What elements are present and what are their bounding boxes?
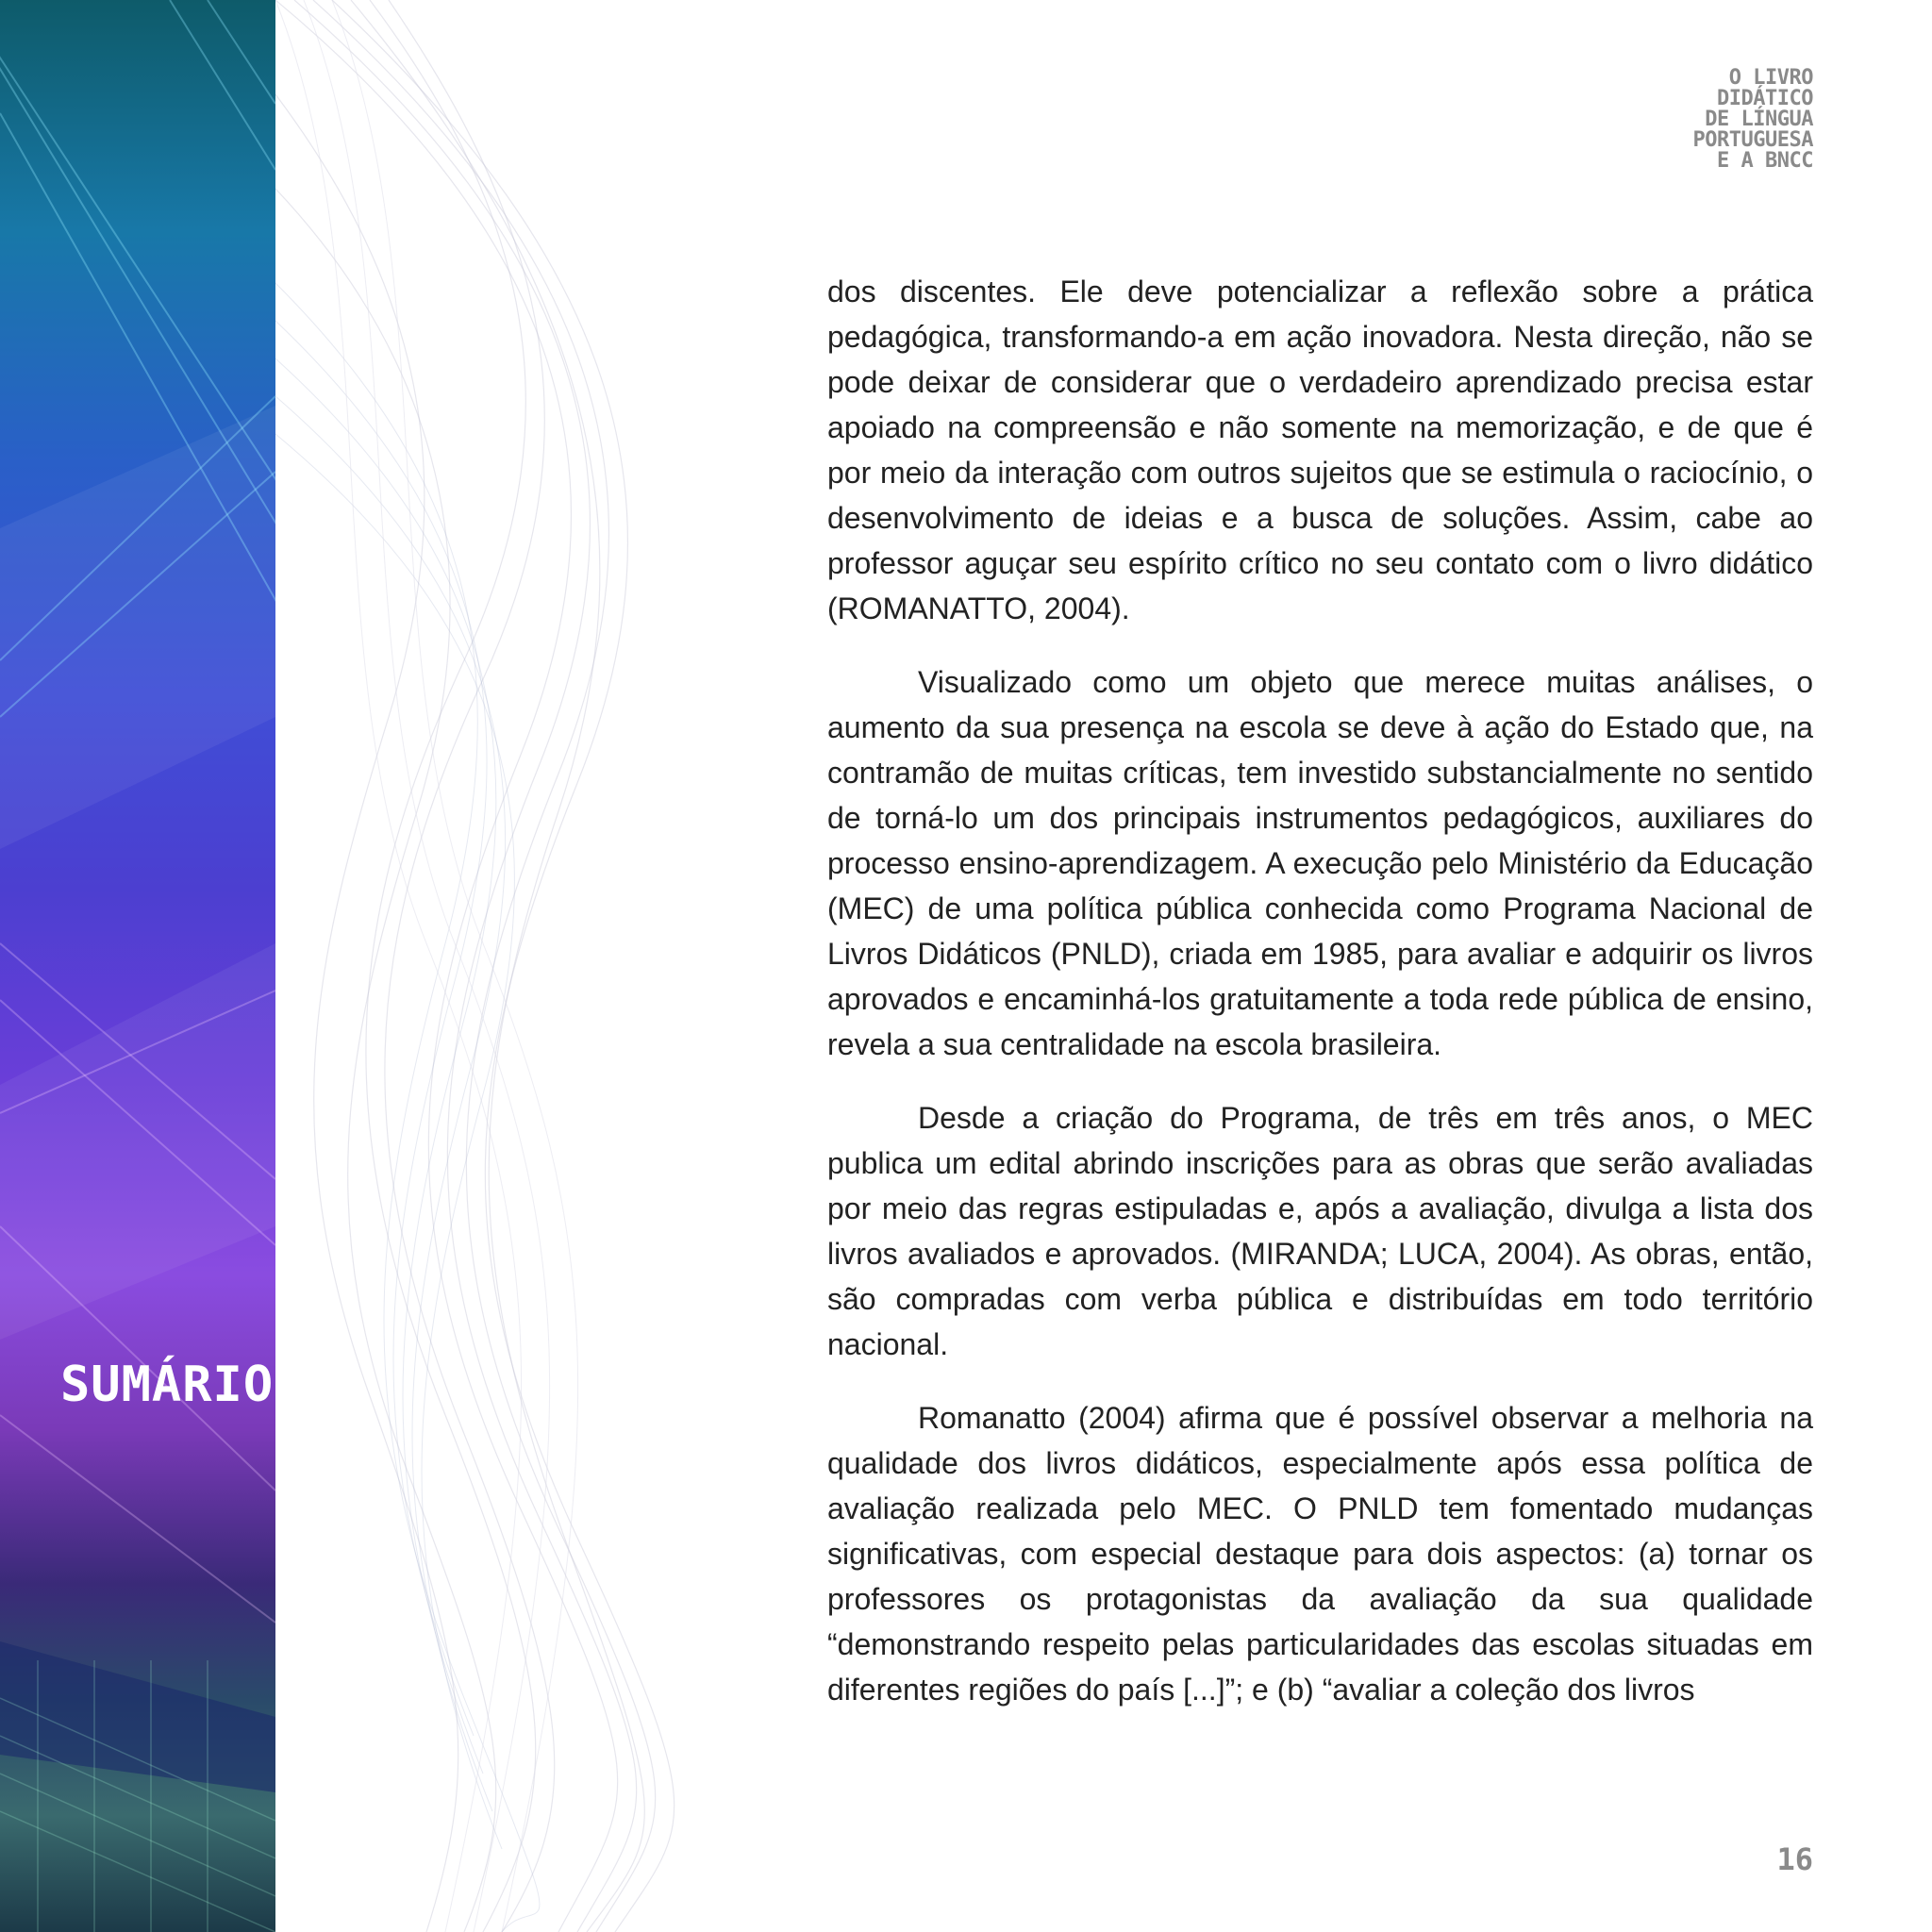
book-title-line: O LIVRO	[1728, 66, 1813, 90]
paragraph: Visualizado como um objeto que merece muitas análises, o aumento da sua presença na escola se deve à ação do Estado que, na contramão de muitas críticas, tem investido substancialmente no sentido de torná-lo um dos principais instrumentos pedagógicos, auxiliares do processo ensino-aprendizagem. A execução pelo Ministério da Educação (MEC) de uma política pública conhecida como Programa Nacional de Livros Didáticos (PNLD), criada em 1985, para avaliar e adquirir os livros aprovados e encaminhá-los gratuitamente a toda rede pública de ensino, revela a sua centralidade na escola brasileira.	[827, 665, 1813, 1061]
book-title-line: DIDÁTICO	[1717, 87, 1813, 110]
body-text	[827, 269, 1813, 1740]
decorative-wave-lines	[275, 0, 728, 1932]
book-title-line: DE LÍNGUA	[1705, 108, 1813, 131]
book-title-line: E A BNCC	[1717, 149, 1813, 173]
decorative-sidebar	[0, 0, 275, 1932]
sidebar-light-streaks	[0, 0, 275, 1932]
paragraph: Desde a criação do Programa, de três em três anos, o MEC publica um edital abrindo inscrições para as obras que serão avaliadas por meio das regras estipuladas e, após a avaliação, divulga a lista dos livros avaliados e aprovados. (MIRANDA; LUCA, 2004). As obras, então, são compradas com verba pública e distribuídas em todo território nacional.	[827, 1101, 1813, 1361]
paragraph: Romanatto (2004) afirma que é possível observar a melhoria na qualidade dos livros didáticos, especialmente após essa política de avaliação realizada pelo MEC. O PNLD tem fomentado mudanças significativas, com especial destaque para dois aspectos: (a) tornar os professores os protagonistas da avaliação da sua qualidade “demonstrando respeito pelas particularidades das escolas situadas em diferentes regiões do país [...]”; e (b) “avaliar a coleção dos livros	[827, 1401, 1813, 1707]
book-title-line: PORTUGUESA	[1692, 128, 1813, 152]
page-number: 16	[1776, 1841, 1813, 1877]
book-title	[1587, 68, 1813, 172]
paragraph: dos discentes. Ele deve potencializar a reflexão sobre a prática pedagógica, transformando-a em ação inovadora. Nesta direção, não se pode deixar de considerar que o verdadeiro aprendizado precisa estar apoiado na compreensão e não somente na memorização, e de que é por meio da interação com outros sujeitos que se estimula o raciocínio, o desenvolvimento de ideias e a busca de soluções. Assim, cabe ao professor aguçar seu espírito crítico no seu contato com o livro didático (ROMANATTO, 2004).	[827, 275, 1813, 625]
sumario-link[interactable]: SUMÁRIO	[60, 1357, 275, 1413]
